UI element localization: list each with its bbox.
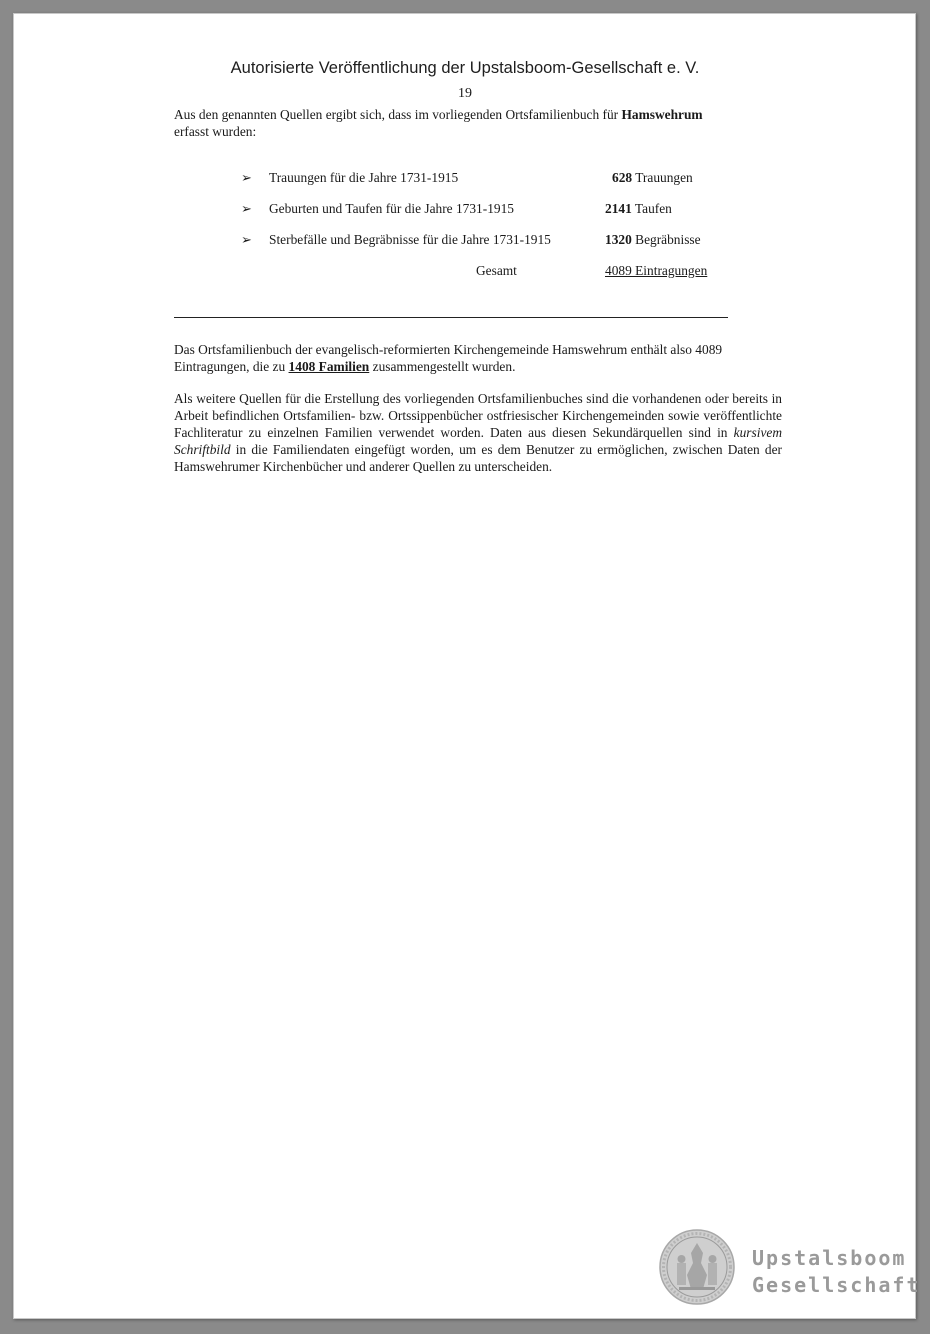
summary-row-count: 2141 Taufen: [605, 201, 672, 216]
society-seal-icon: [659, 1229, 735, 1305]
summary-row-label: Trauungen für die Jahre 1731-1915: [269, 170, 459, 185]
total-label: Gesamt: [476, 263, 517, 278]
italic-note: kursivem Schriftbild: [174, 425, 782, 457]
paragraph-summary: Das Ortsfamilienbuch der evangelisch-reformierten Kirchengemeinde Hamswehrum enthält also 4089 Eintragungen, die zu 1408 Familien zusammengestellt wurden.: [174, 342, 723, 374]
intro-paragraph: [174, 106, 774, 140]
summary-row-count: 628 Trauungen: [612, 170, 693, 185]
page-number: 19: [458, 86, 472, 101]
arrow-bullet-icon: ➢: [241, 170, 252, 185]
arrow-bullet-icon: ➢: [241, 201, 252, 216]
intro-place: Hamswehrum: [621, 107, 703, 122]
families-count: 1408 Familien: [288, 359, 370, 374]
watermark-brand: Upstalsboom Gesellschaft: [752, 1246, 921, 1297]
summary-row-label: Geburten und Taufen für die Jahre 1731-1915: [269, 201, 514, 216]
intro-text: Aus den genannten Quellen ergibt sich, dass im vorliegenden Ortsfamilienbuch für: [174, 107, 619, 122]
summary-row-count: 1320 Begräbnisse: [605, 232, 701, 247]
intro-text2: erfasst wurden:: [174, 124, 257, 139]
arrow-bullet-icon: ➢: [241, 232, 252, 247]
page-header: Autorisierte Veröffentlichung der Upstalsboom-Gesellschaft e. V.: [230, 59, 700, 77]
divider-line: [174, 317, 728, 318]
total-value: 4089 Eintragungen: [605, 263, 708, 278]
summary-row-label: Sterbefälle und Begräbnisse für die Jahre 1731-1915: [269, 232, 551, 247]
paragraph-sources: Als weitere Quellen für die Erstellung des vorliegenden Ortsfamilienbuches sind die vorhandenen oder bereits in Arbeit befindlichen Ortsfamilien- bzw. Ortssippenbücher ostfriesischer Kirchengemeinden sowie veröffentlichte Fachliteratur zu einzelnen Familien verwendet worden. Daten aus diesen Sekundärquellen sind in kursivem Schriftbild in die Familiendaten eingefügt worden, um es dem Benutzer zu ermöglichen, zwischen Daten der Hamswehrumer Kirchenbücher und anderer Quellen zu unterscheiden.: [174, 391, 782, 474]
